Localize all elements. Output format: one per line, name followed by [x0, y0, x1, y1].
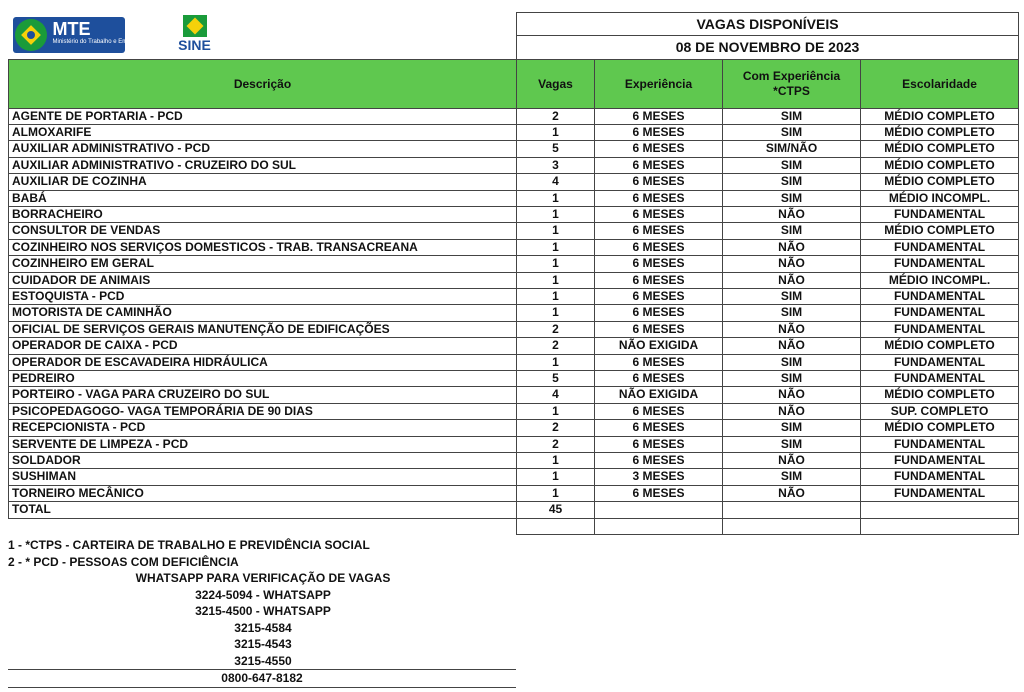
sine-logo	[173, 15, 217, 59]
mte-logo	[13, 17, 143, 53]
empty-cell	[723, 518, 861, 534]
tollfree-number: 0800-647-8182	[8, 669, 516, 688]
table-row	[9, 354, 1019, 370]
cell-descricao: ESTOQUISTA - PCD	[9, 288, 517, 304]
cell-experiencia: 6 MESES	[595, 206, 723, 222]
whatsapp-title: WHATSAPP PARA VERIFICAÇÃO DE VAGAS	[135, 571, 391, 585]
cell-escolaridade: MÉDIO COMPLETO	[861, 157, 1019, 173]
cell-descricao: OPERADOR DE CAIXA - PCD	[9, 338, 517, 354]
table-row	[9, 453, 1019, 469]
phone-number: 3224-5094 - WHATSAPP	[195, 587, 331, 602]
table-row	[9, 157, 1019, 173]
cell-experiencia: 6 MESES	[595, 403, 723, 419]
table-header-row	[9, 59, 1019, 108]
table-row	[9, 124, 1019, 140]
cell-descricao: COZINHEIRO EM GERAL	[9, 256, 517, 272]
cell-experiencia: 6 MESES	[595, 321, 723, 337]
cell-ctps: SIM	[723, 190, 861, 206]
empty-cell	[861, 518, 1019, 534]
cell-vagas: 1	[517, 453, 595, 469]
cell-vagas: 1	[517, 354, 595, 370]
cell-experiencia: 6 MESES	[595, 453, 723, 469]
cell-ctps: NÃO	[723, 272, 861, 288]
table-row	[9, 321, 1019, 337]
cell-vagas: 2	[517, 436, 595, 452]
cell-vagas: 1	[517, 124, 595, 140]
cell-vagas: 1	[517, 190, 595, 206]
document-page	[8, 12, 1018, 685]
empty-cell	[861, 502, 1019, 518]
cell-ctps: SIM	[723, 288, 861, 304]
cell-escolaridade: FUNDAMENTAL	[861, 206, 1019, 222]
table-row	[9, 387, 1019, 403]
cell-vagas: 2	[517, 420, 595, 436]
table-row	[9, 272, 1019, 288]
cell-experiencia: NÃO EXIGIDA	[595, 338, 723, 354]
cell-descricao: OPERADOR DE ESCAVADEIRA HIDRÁULICA	[9, 354, 517, 370]
phone-number: 3215-4543	[234, 637, 292, 651]
cell-ctps: SIM	[723, 124, 861, 140]
cell-ctps: SIM	[723, 108, 861, 124]
cell-descricao: RECEPCIONISTA - PCD	[9, 420, 517, 436]
empty-cell	[595, 518, 723, 534]
column-header-descricao: Descrição	[9, 59, 517, 108]
cell-experiencia: 6 MESES	[595, 371, 723, 387]
cell-experiencia: 6 MESES	[595, 485, 723, 501]
sine-flag-icon	[183, 15, 207, 37]
document-title: VAGAS DISPONÍVEIS	[517, 13, 1019, 36]
cell-ctps: NÃO	[723, 453, 861, 469]
table-row	[9, 239, 1019, 255]
table-row	[9, 141, 1019, 157]
total-vagas: 45	[517, 502, 595, 518]
blank-row	[9, 518, 1019, 534]
note-ctps: 1 - *CTPS - CARTEIRA DE TRABALHO E PREVIDÊNCIA SOCIAL	[8, 538, 370, 552]
cell-vagas: 1	[517, 469, 595, 485]
cell-descricao: AGENTE DE PORTARIA - PCD	[9, 108, 517, 124]
cell-vagas: 1	[517, 223, 595, 239]
cell-escolaridade: FUNDAMENTAL	[861, 371, 1019, 387]
column-header-experiencia: Experiência	[595, 59, 723, 108]
table-row	[9, 174, 1019, 190]
cell-ctps: NÃO	[723, 338, 861, 354]
cell-escolaridade: MÉDIO COMPLETO	[861, 141, 1019, 157]
cell-escolaridade: FUNDAMENTAL	[861, 436, 1019, 452]
cell-vagas: 5	[517, 141, 595, 157]
cell-escolaridade: FUNDAMENTAL	[861, 354, 1019, 370]
cell-experiencia: NÃO EXIGIDA	[595, 387, 723, 403]
empty-cell	[723, 502, 861, 518]
cell-descricao: BABÁ	[9, 190, 517, 206]
cell-ctps: NÃO	[723, 485, 861, 501]
cell-escolaridade: SUP. COMPLETO	[861, 403, 1019, 419]
cell-descricao: COZINHEIRO NOS SERVIÇOS DOMESTICOS - TRAB. TRANSACREANA	[9, 239, 517, 255]
cell-vagas: 2	[517, 108, 595, 124]
cell-escolaridade: FUNDAMENTAL	[861, 288, 1019, 304]
cell-experiencia: 6 MESES	[595, 108, 723, 124]
table-row	[9, 256, 1019, 272]
cell-experiencia: 6 MESES	[595, 190, 723, 206]
empty-cell	[517, 518, 595, 534]
cell-escolaridade: FUNDAMENTAL	[861, 256, 1019, 272]
table-row	[9, 420, 1019, 436]
total-row	[9, 502, 1019, 518]
cell-vagas: 2	[517, 321, 595, 337]
phone-number: 3215-4550	[234, 653, 292, 668]
cell-descricao: SOLDADOR	[9, 453, 517, 469]
cell-vagas: 4	[517, 174, 595, 190]
cell-escolaridade: MÉDIO COMPLETO	[861, 387, 1019, 403]
cell-escolaridade: FUNDAMENTAL	[861, 469, 1019, 485]
table-row	[9, 338, 1019, 354]
cell-experiencia: 3 MESES	[595, 469, 723, 485]
cell-experiencia: 6 MESES	[595, 223, 723, 239]
cell-ctps: SIM	[723, 469, 861, 485]
cell-experiencia: 6 MESES	[595, 256, 723, 272]
cell-ctps: NÃO	[723, 403, 861, 419]
table-row	[9, 305, 1019, 321]
cell-escolaridade: FUNDAMENTAL	[861, 321, 1019, 337]
cell-vagas: 1	[517, 288, 595, 304]
vagas-table	[8, 12, 1019, 535]
column-header-ctps: Com Experiência *CTPS	[723, 59, 861, 108]
note-pcd: 2 - * PCD - PESSOAS COM DEFICIÊNCIA	[8, 554, 239, 569]
cell-descricao: SERVENTE DE LIMPEZA - PCD	[9, 436, 517, 452]
table-row	[9, 190, 1019, 206]
cell-vagas: 1	[517, 239, 595, 255]
table-row	[9, 436, 1019, 452]
document-date: 08 DE NOVEMBRO DE 2023	[517, 36, 1019, 59]
cell-ctps: SIM	[723, 354, 861, 370]
cell-experiencia: 6 MESES	[595, 436, 723, 452]
cell-ctps: NÃO	[723, 387, 861, 403]
cell-escolaridade: MÉDIO INCOMPL.	[861, 272, 1019, 288]
cell-ctps: SIM	[723, 420, 861, 436]
cell-ctps: SIM	[723, 174, 861, 190]
cell-experiencia: 6 MESES	[595, 124, 723, 140]
empty-cell	[595, 502, 723, 518]
cell-ctps: SIM	[723, 305, 861, 321]
cell-experiencia: 6 MESES	[595, 420, 723, 436]
cell-ctps: SIM	[723, 223, 861, 239]
cell-vagas: 4	[517, 387, 595, 403]
cell-ctps: NÃO	[723, 206, 861, 222]
cell-descricao: TORNEIRO MECÂNICO	[9, 485, 517, 501]
phone-number: 3215-4584	[234, 620, 292, 635]
cell-vagas: 1	[517, 305, 595, 321]
cell-escolaridade: MÉDIO COMPLETO	[861, 174, 1019, 190]
table-row	[9, 206, 1019, 222]
table-row	[9, 403, 1019, 419]
phone-number: 3215-4500 - WHATSAPP	[195, 604, 331, 618]
cell-descricao: BORRACHEIRO	[9, 206, 517, 222]
column-header-vagas: Vagas	[517, 59, 595, 108]
total-label: TOTAL	[9, 502, 517, 518]
cell-descricao: CONSULTOR DE VENDAS	[9, 223, 517, 239]
column-header-escolaridade: Escolaridade	[861, 59, 1019, 108]
cell-vagas: 3	[517, 157, 595, 173]
cell-ctps: SIM	[723, 371, 861, 387]
cell-ctps: NÃO	[723, 239, 861, 255]
cell-escolaridade: MÉDIO COMPLETO	[861, 338, 1019, 354]
cell-descricao: OFICIAL DE SERVIÇOS GERAIS MANUTENÇÃO DE EDIFICAÇÕES	[9, 321, 517, 337]
cell-escolaridade: MÉDIO COMPLETO	[861, 223, 1019, 239]
table-row	[9, 469, 1019, 485]
cell-vagas: 2	[517, 338, 595, 354]
cell-experiencia: 6 MESES	[595, 305, 723, 321]
cell-descricao: SUSHIMAN	[9, 469, 517, 485]
cell-escolaridade: MÉDIO COMPLETO	[861, 420, 1019, 436]
cell-experiencia: 6 MESES	[595, 141, 723, 157]
cell-descricao: PSICOPEDAGOGO- VAGA TEMPORÁRIA DE 90 DIAS	[9, 403, 517, 419]
cell-ctps: SIM	[723, 436, 861, 452]
cell-ctps: NÃO	[723, 321, 861, 337]
logo-area	[9, 13, 517, 60]
cell-experiencia: 6 MESES	[595, 174, 723, 190]
table-row	[9, 108, 1019, 124]
cell-experiencia: 6 MESES	[595, 354, 723, 370]
cell-escolaridade: FUNDAMENTAL	[861, 239, 1019, 255]
cell-ctps: NÃO	[723, 256, 861, 272]
cell-descricao: AUXILIAR ADMINISTRATIVO - PCD	[9, 141, 517, 157]
cell-experiencia: 6 MESES	[595, 288, 723, 304]
cell-descricao: CUIDADOR DE ANIMAIS	[9, 272, 517, 288]
cell-escolaridade: MÉDIO COMPLETO	[861, 108, 1019, 124]
cell-descricao: PORTEIRO - VAGA PARA CRUZEIRO DO SUL	[9, 387, 517, 403]
empty-cell	[9, 518, 517, 534]
cell-vagas: 1	[517, 272, 595, 288]
cell-descricao: MOTORISTA DE CAMINHÃO	[9, 305, 517, 321]
mte-logo-text: MTE	[52, 18, 91, 39]
cell-escolaridade: MÉDIO INCOMPL.	[861, 190, 1019, 206]
cell-descricao: AUXILIAR ADMINISTRATIVO - CRUZEIRO DO SUL	[9, 157, 517, 173]
table-row	[9, 371, 1019, 387]
cell-vagas: 1	[517, 403, 595, 419]
brazil-flag-icon	[15, 19, 47, 51]
cell-vagas: 5	[517, 371, 595, 387]
mte-logo-subtitle: Ministério do Trabalho e Emprego	[52, 38, 143, 45]
table-row	[9, 223, 1019, 239]
cell-ctps: SIM/NÃO	[723, 141, 861, 157]
cell-vagas: 1	[517, 485, 595, 501]
cell-escolaridade: FUNDAMENTAL	[861, 485, 1019, 501]
cell-vagas: 1	[517, 206, 595, 222]
table-row	[9, 288, 1019, 304]
cell-escolaridade: FUNDAMENTAL	[861, 453, 1019, 469]
cell-descricao: ALMOXARIFE	[9, 124, 517, 140]
cell-descricao: PEDREIRO	[9, 371, 517, 387]
cell-escolaridade: FUNDAMENTAL	[861, 305, 1019, 321]
table-row	[9, 485, 1019, 501]
cell-ctps: SIM	[723, 157, 861, 173]
cell-experiencia: 6 MESES	[595, 239, 723, 255]
cell-experiencia: 6 MESES	[595, 272, 723, 288]
cell-escolaridade: MÉDIO COMPLETO	[861, 124, 1019, 140]
cell-experiencia: 6 MESES	[595, 157, 723, 173]
notes-section	[8, 537, 518, 688]
cell-vagas: 1	[517, 256, 595, 272]
sine-logo-text: SINE	[178, 36, 211, 53]
cell-descricao: AUXILIAR DE COZINHA	[9, 174, 517, 190]
